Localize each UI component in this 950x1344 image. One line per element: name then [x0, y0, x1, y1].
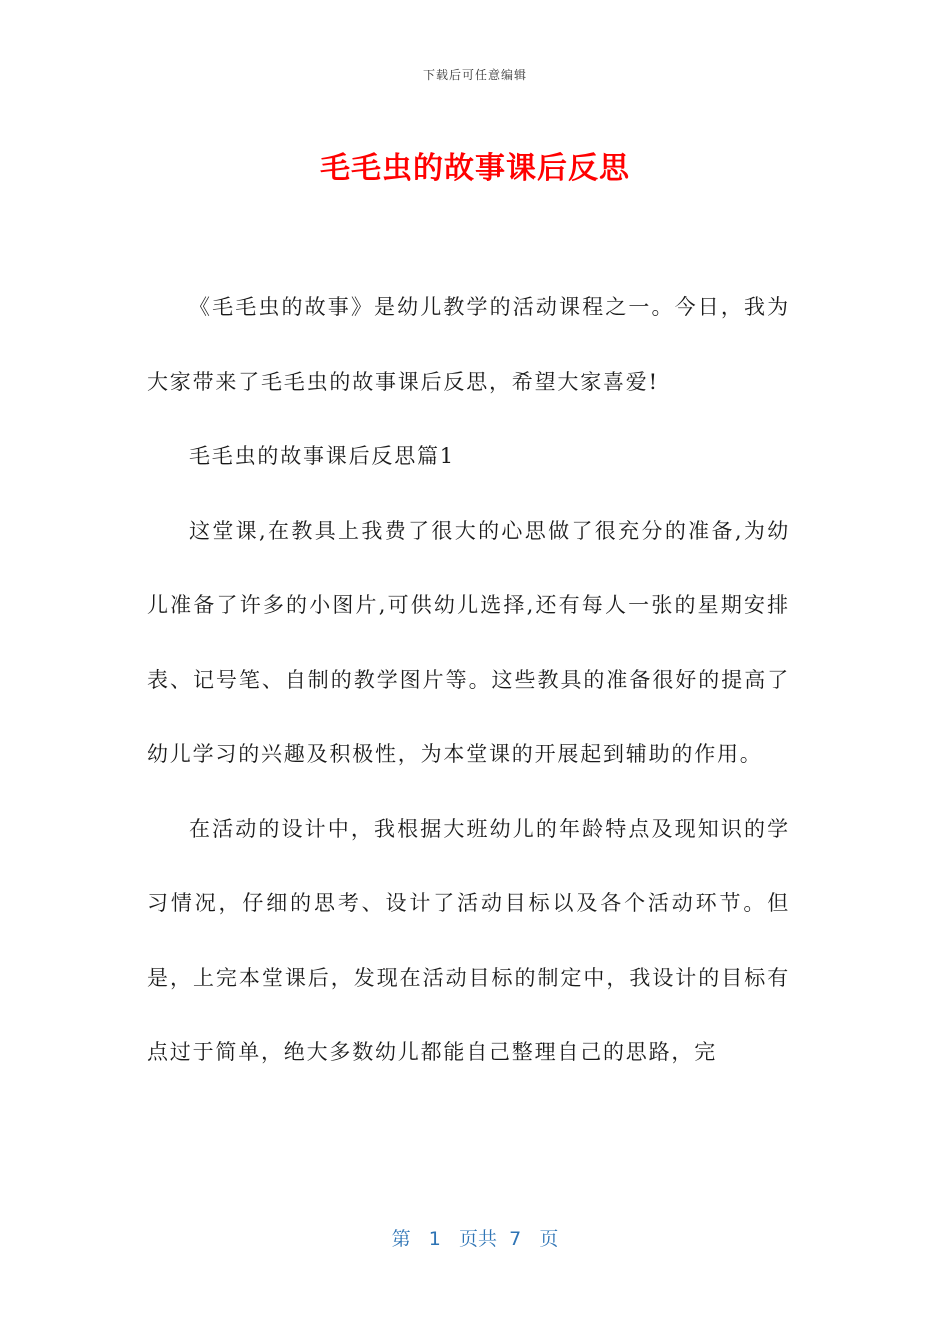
footer-label-page: 第: [391, 1228, 411, 1250]
document-body: [147, 270, 790, 1090]
footer-current-page: 1: [428, 1228, 441, 1250]
paragraph-intro: 《毛毛虫的故事》是幼儿教学的活动课程之一。今日，我为大家带来了毛毛虫的故事课后反思，希望大家喜爱!: [147, 295, 790, 394]
paragraph-teaching-aids: 这堂课,在教具上我费了很大的心思做了很充分的准备,为幼儿准备了许多的小图片,可供幼儿选择,还有每人一张的星期安排表、记号笔、自制的教学图片等。这些教具的准备很好的提高了幼儿学习的兴趣及积极性，为本堂课的开展起到辅助的作用。: [147, 518, 790, 766]
header-note: 下载后可任意编辑: [422, 68, 527, 82]
paragraph-activity-design: 在活动的设计中，我根据大班幼儿的年龄特点及现知识的学习情况，仔细的思考、设计了活动目标以及各个活动环节。但是，上完本堂课后，发现在活动目标的制定中，我设计的目标有点过于简单，绝大多数幼儿都能自己整理自己的思路，完: [147, 816, 790, 1064]
document-title: 毛毛虫的故事课后反思: [320, 151, 630, 186]
footer-label-page-end: 页: [539, 1228, 559, 1250]
section-heading: 毛毛虫的故事课后反思篇1: [189, 444, 455, 468]
footer-label-of: 页共: [459, 1228, 498, 1250]
footer-total-pages: 7: [509, 1228, 522, 1250]
page-footer: [0, 1224, 950, 1251]
